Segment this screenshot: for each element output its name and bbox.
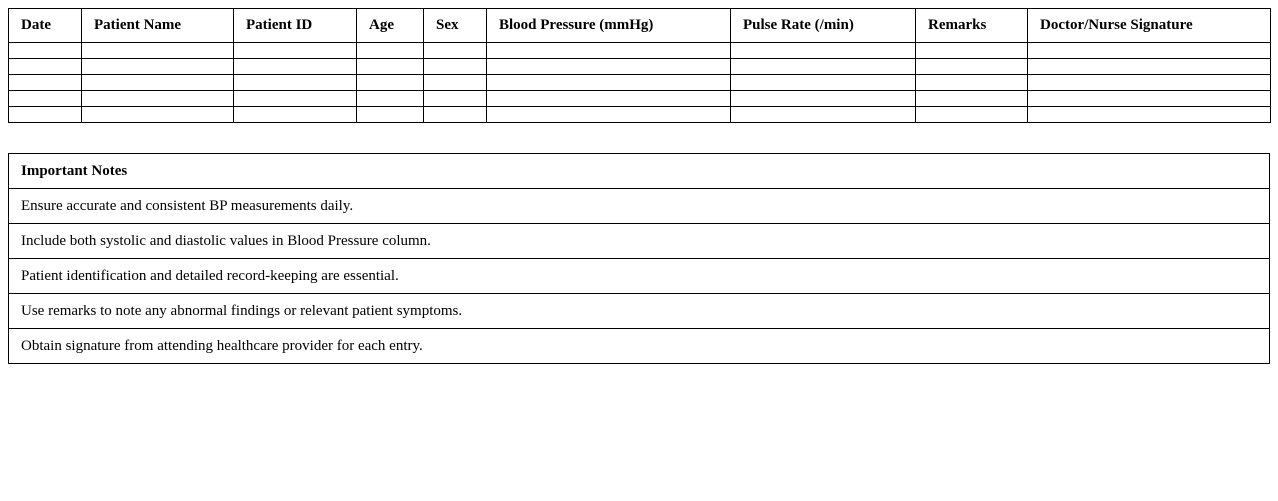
table-cell[interactable] xyxy=(1028,107,1271,123)
table-cell[interactable] xyxy=(1028,75,1271,91)
table-cell[interactable] xyxy=(424,43,487,59)
table-cell[interactable] xyxy=(9,91,82,107)
table-header-row xyxy=(9,9,1271,43)
note-row xyxy=(9,224,1270,259)
table-cell[interactable] xyxy=(424,91,487,107)
table-cell[interactable] xyxy=(234,59,357,75)
table-cell[interactable] xyxy=(487,75,731,91)
table-cell[interactable] xyxy=(82,75,234,91)
column-header-date: Date xyxy=(9,9,82,43)
table-cell[interactable] xyxy=(357,59,424,75)
note-row xyxy=(9,329,1270,364)
table-cell[interactable] xyxy=(424,107,487,123)
notes-heading-row xyxy=(9,154,1270,189)
table-cell[interactable] xyxy=(487,107,731,123)
table-cell[interactable] xyxy=(357,107,424,123)
table-cell[interactable] xyxy=(357,43,424,59)
table-cell[interactable] xyxy=(82,43,234,59)
table-cell[interactable] xyxy=(916,43,1028,59)
note-row xyxy=(9,189,1270,224)
column-header-remarks: Remarks xyxy=(916,9,1028,43)
table-cell[interactable] xyxy=(234,107,357,123)
table-cell[interactable] xyxy=(487,59,731,75)
important-notes-table xyxy=(8,153,1270,364)
table-cell[interactable] xyxy=(916,75,1028,91)
note-item: Use remarks to note any abnormal findings or relevant patient symptoms. xyxy=(9,294,1270,329)
note-item: Obtain signature from attending healthcare provider for each entry. xyxy=(9,329,1270,364)
table-cell[interactable] xyxy=(9,75,82,91)
table-cell[interactable] xyxy=(731,107,916,123)
table-row xyxy=(9,59,1271,75)
table-cell[interactable] xyxy=(424,59,487,75)
table-row xyxy=(9,43,1271,59)
column-header-sex: Sex xyxy=(424,9,487,43)
table-cell[interactable] xyxy=(1028,91,1271,107)
table-cell[interactable] xyxy=(916,107,1028,123)
table-row xyxy=(9,75,1271,91)
table-cell[interactable] xyxy=(916,91,1028,107)
note-item: Include both systolic and diastolic values in Blood Pressure column. xyxy=(9,224,1270,259)
note-row xyxy=(9,259,1270,294)
table-cell[interactable] xyxy=(731,75,916,91)
table-cell[interactable] xyxy=(9,107,82,123)
table-cell[interactable] xyxy=(731,43,916,59)
column-header-patient-id: Patient ID xyxy=(234,9,357,43)
table-cell[interactable] xyxy=(1028,43,1271,59)
table-cell[interactable] xyxy=(357,91,424,107)
column-header-age: Age xyxy=(357,9,424,43)
column-header-pulse-rate: Pulse Rate (/min) xyxy=(731,9,916,43)
note-row xyxy=(9,294,1270,329)
table-cell[interactable] xyxy=(82,91,234,107)
notes-heading: Important Notes xyxy=(9,154,1270,189)
table-body xyxy=(9,43,1271,123)
table-row xyxy=(9,107,1271,123)
table-cell[interactable] xyxy=(487,91,731,107)
table-cell[interactable] xyxy=(731,91,916,107)
table-cell[interactable] xyxy=(487,43,731,59)
column-header-patient-name: Patient Name xyxy=(82,9,234,43)
table-cell[interactable] xyxy=(9,59,82,75)
column-header-signature: Doctor/Nurse Signature xyxy=(1028,9,1271,43)
table-row xyxy=(9,91,1271,107)
table-cell[interactable] xyxy=(1028,59,1271,75)
blood-pressure-log-table xyxy=(8,8,1271,123)
table-cell[interactable] xyxy=(234,91,357,107)
table-cell[interactable] xyxy=(731,59,916,75)
table-cell[interactable] xyxy=(916,59,1028,75)
table-cell[interactable] xyxy=(234,75,357,91)
table-cell[interactable] xyxy=(82,107,234,123)
table-cell[interactable] xyxy=(9,43,82,59)
table-cell[interactable] xyxy=(424,75,487,91)
table-cell[interactable] xyxy=(234,43,357,59)
column-header-blood-pressure: Blood Pressure (mmHg) xyxy=(487,9,731,43)
table-cell[interactable] xyxy=(357,75,424,91)
note-item: Ensure accurate and consistent BP measurements daily. xyxy=(9,189,1270,224)
table-cell[interactable] xyxy=(82,59,234,75)
note-item: Patient identification and detailed record-keeping are essential. xyxy=(9,259,1270,294)
